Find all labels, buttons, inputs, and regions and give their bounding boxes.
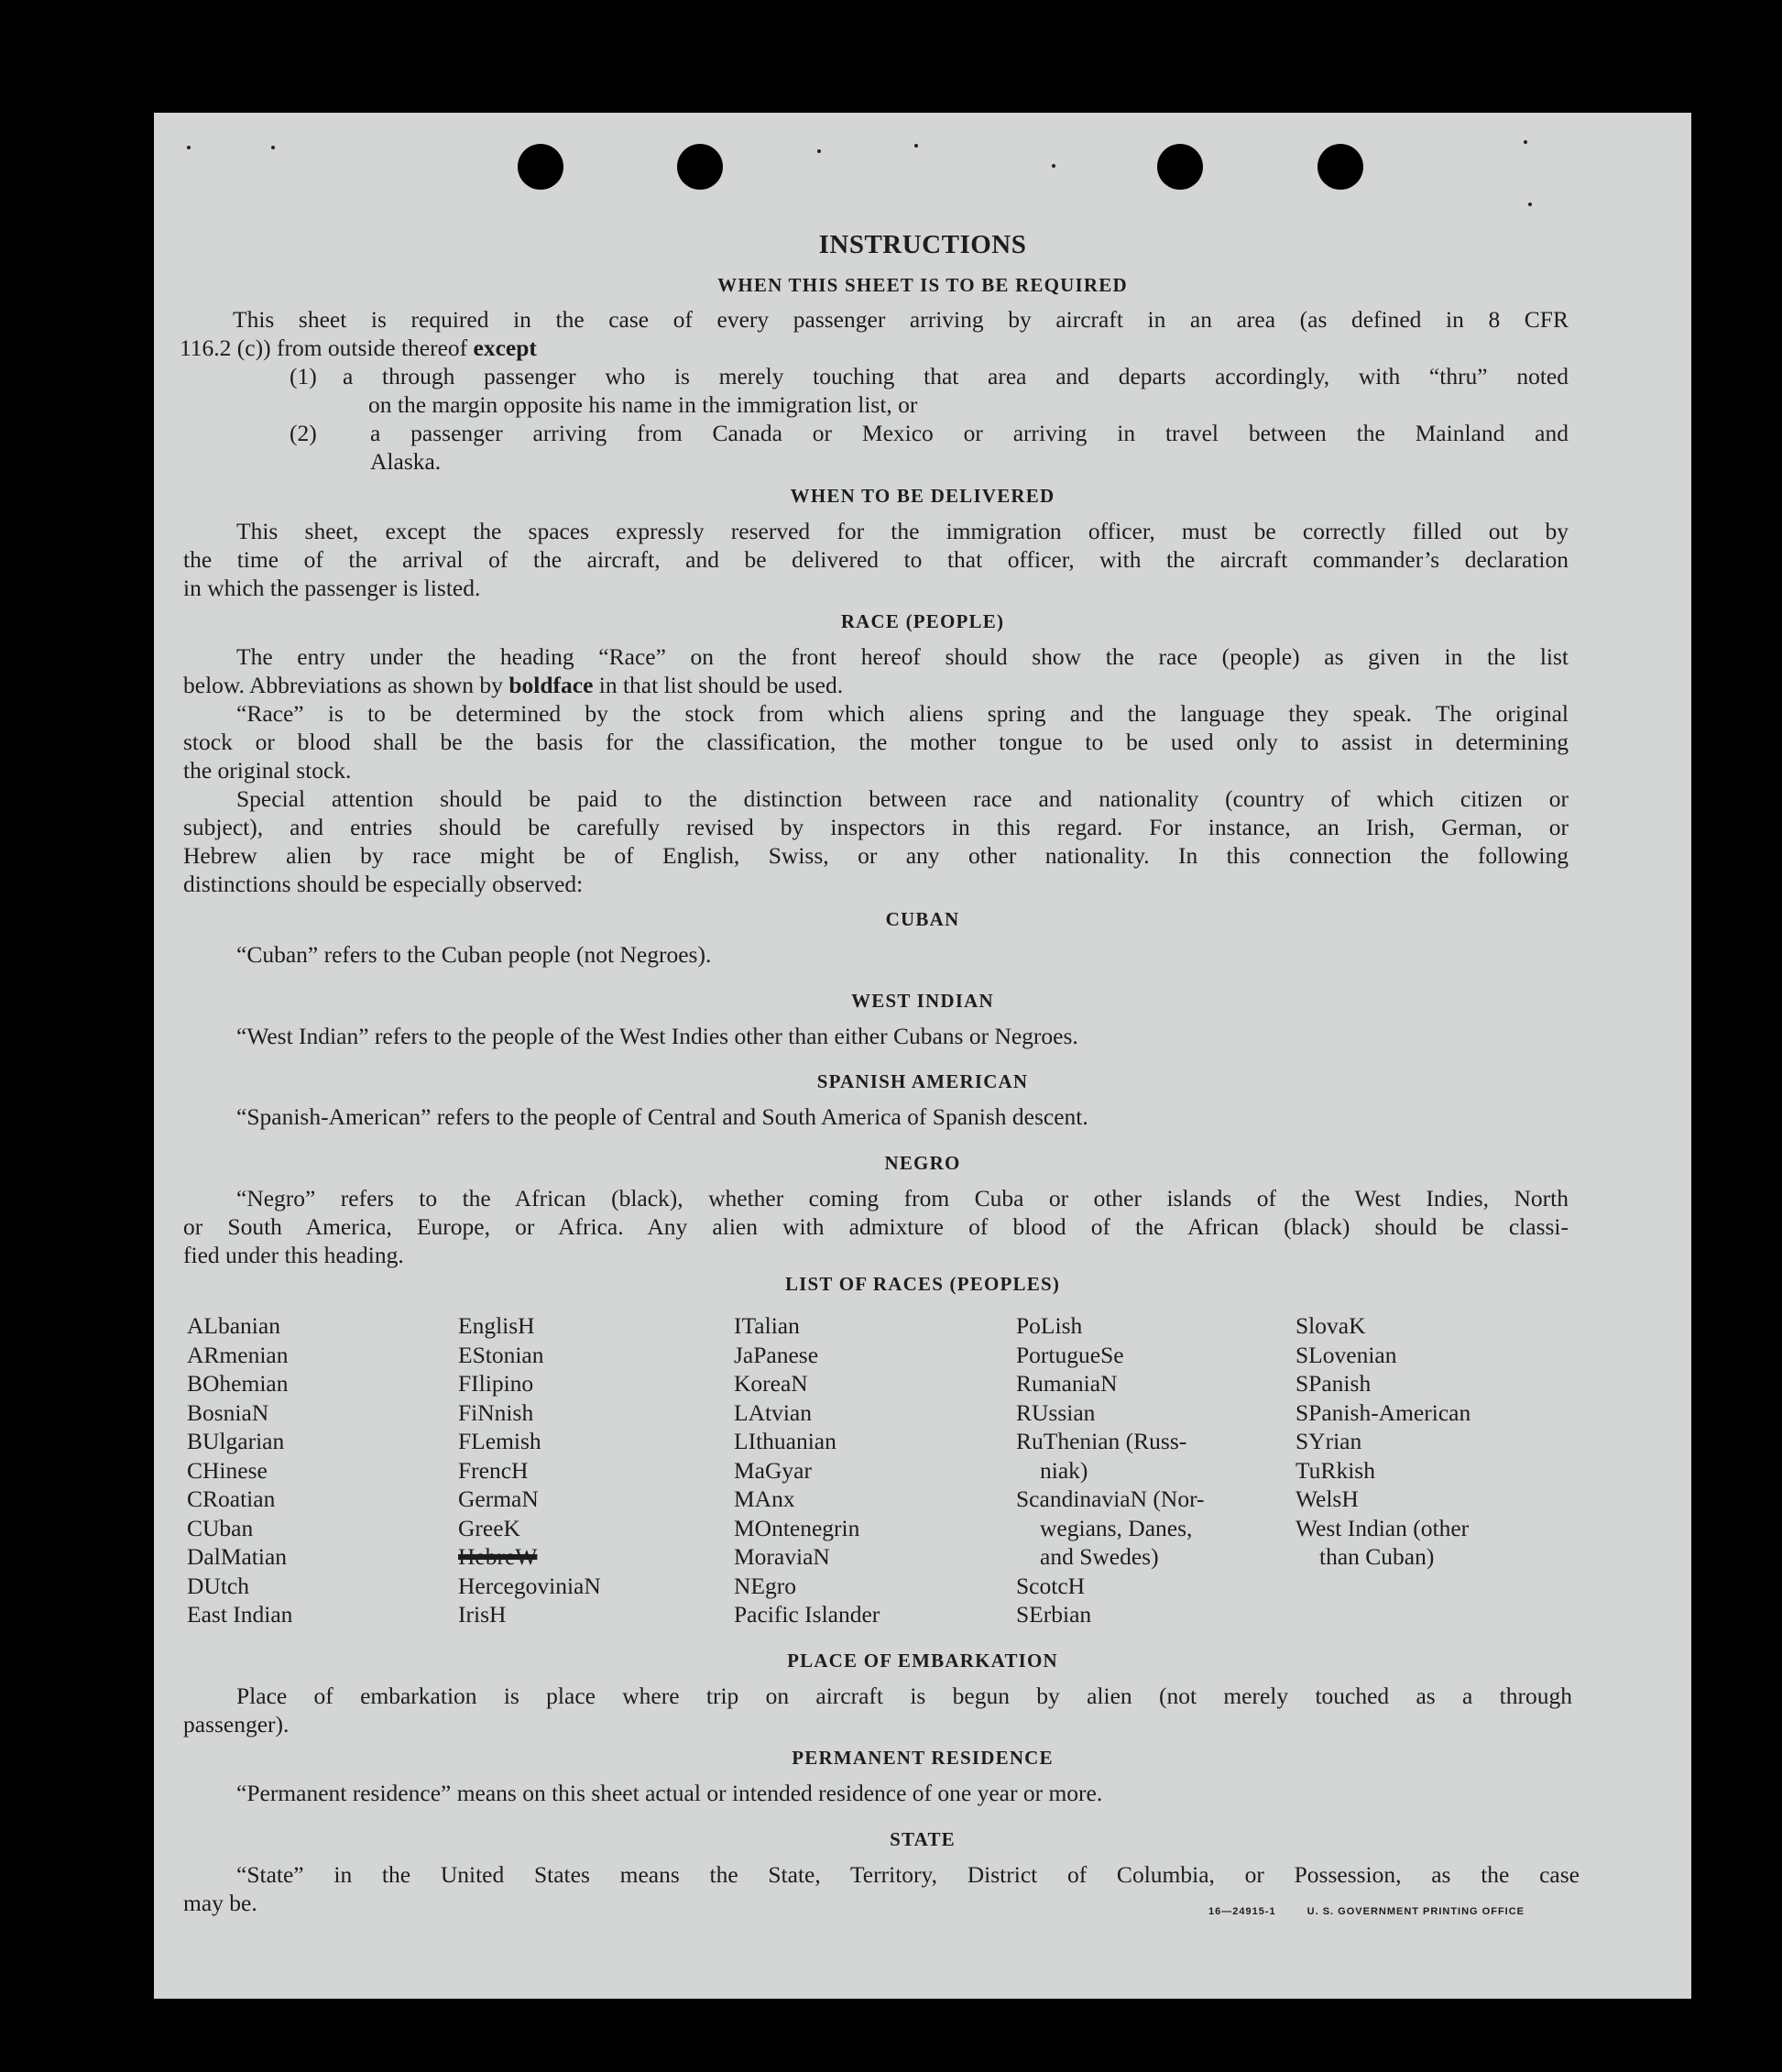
- race-item: ALbanian: [187, 1312, 280, 1339]
- race-item-struck: HebreW: [458, 1543, 538, 1570]
- text-line: passenger).: [183, 1711, 290, 1738]
- text-line: “Race” is to be determined by the stock from which aliens spring and the language they speak. The original: [236, 700, 1569, 727]
- page-title: INSTRUCTIONS: [818, 230, 1027, 259]
- race-item: BosniaN: [187, 1398, 269, 1426]
- text-line: Special attention should be paid to the distinction between race and nationality (country of which citizen or: [236, 785, 1569, 812]
- races-column-5: [1296, 1311, 1470, 1572]
- race-item: East Indian: [187, 1601, 293, 1628]
- race-item: MAnx: [734, 1485, 795, 1512]
- paragraph-race: [183, 642, 1569, 898]
- text-line: may be.: [183, 1890, 257, 1916]
- text-line: in which the passenger is listed.: [183, 575, 481, 601]
- speck: [187, 146, 191, 149]
- race-item: GreeK: [458, 1514, 520, 1541]
- text-line: “Negro” refers to the African (black), whether coming from Cuba or other islands of the West Indies, North: [236, 1185, 1569, 1211]
- race-item: SErbian: [1016, 1601, 1092, 1628]
- heading-spanish-american: SPANISH AMERICAN: [816, 1070, 1029, 1092]
- race-item: GermaN: [458, 1485, 539, 1512]
- text-line: a through passenger who is merely touching that area and departs accordingly, with “thru” noted: [343, 363, 1569, 389]
- text-fragment: in that list should be used.: [598, 672, 844, 698]
- text-line: the original stock.: [183, 757, 352, 784]
- race-item: RumaniaN: [1016, 1370, 1118, 1397]
- races-column-2: [458, 1311, 601, 1629]
- race-item: ScotcH: [1016, 1572, 1086, 1599]
- race-item: FrencH: [458, 1456, 529, 1484]
- race-item: BOhemian: [187, 1370, 289, 1397]
- race-item: DUtch: [187, 1572, 249, 1599]
- text-fragment-bold: except: [473, 334, 537, 361]
- race-item: SlovaK: [1296, 1312, 1366, 1339]
- heading-permanent-residence: PERMANENT RESIDENCE: [792, 1747, 1054, 1769]
- race-item: wegians, Danes,: [1040, 1514, 1193, 1541]
- text-fragment-bold: boldface: [508, 672, 594, 698]
- binder-hole-2: [677, 144, 723, 190]
- heading-cuban: CUBAN: [885, 908, 960, 930]
- instruction-sheet: [154, 113, 1691, 1999]
- paragraph-when-required: [180, 305, 1569, 362]
- text-line: “State” in the United States means the State, Territory, District of Columbia, or Possession, as the case: [236, 1861, 1580, 1888]
- race-item: CRoatian: [187, 1485, 276, 1512]
- list-item-2: [370, 419, 1569, 476]
- text-line: on the margin opposite his name in the immigration list, or: [368, 391, 918, 418]
- race-item: LIthuanian: [734, 1428, 836, 1454]
- speck: [1524, 140, 1527, 144]
- race-item: SYrian: [1296, 1428, 1362, 1454]
- heading-state: STATE: [890, 1828, 956, 1850]
- binder-hole-4: [1317, 144, 1363, 190]
- text-line: Alaska.: [370, 448, 442, 475]
- race-item: MOntenegrin: [734, 1514, 860, 1541]
- race-item: PoLish: [1016, 1312, 1083, 1339]
- heading-list-of-races: LIST OF RACES (PEOPLES): [784, 1273, 1061, 1295]
- race-item: FLemish: [458, 1428, 541, 1454]
- speck: [817, 149, 821, 153]
- heading-embarkation: PLACE OF EMBARKATION: [787, 1650, 1058, 1672]
- text-line: [180, 334, 1569, 362]
- race-item: NEgro: [734, 1572, 796, 1599]
- text-line: subject), and entries should be carefully revised by inspectors in this regard. For instance, an Irish, German, or: [183, 814, 1569, 840]
- text-spanish-american: “Spanish-American” refers to the people of Central and South America of Spanish descent.: [236, 1103, 1088, 1130]
- race-item: LAtvian: [734, 1398, 812, 1426]
- races-column-3: [734, 1311, 880, 1629]
- text-line: This sheet, except the spaces expressly reserved for the immigration officer, must be correctly filled out by: [236, 518, 1569, 544]
- race-item: IrisH: [458, 1601, 507, 1628]
- race-item: RuThenian (Russ-: [1016, 1428, 1187, 1454]
- list-item-1: [343, 362, 1569, 419]
- paragraph-embarkation: [183, 1682, 1572, 1738]
- race-item: HercegoviniaN: [458, 1572, 601, 1599]
- race-item: EnglisH: [458, 1312, 535, 1339]
- race-item: ARmenian: [187, 1341, 289, 1368]
- race-item: DalMatian: [187, 1543, 288, 1570]
- race-item: RUssian: [1016, 1398, 1096, 1426]
- item-number: (1): [290, 363, 317, 389]
- speck: [1052, 164, 1055, 168]
- text-line: stock or blood shall be the basis for the classification, the mother tongue to be used only to assist in determining: [183, 729, 1569, 755]
- race-item: JaPanese: [734, 1341, 819, 1368]
- race-item: SLovenian: [1296, 1341, 1397, 1368]
- text-fragment: 116.2 (c)) from outside thereof: [180, 334, 468, 361]
- race-item: TuRkish: [1296, 1456, 1375, 1484]
- heading-when-delivered: WHEN TO BE DELIVERED: [790, 485, 1055, 507]
- race-item: EStonian: [458, 1341, 544, 1368]
- text-line: Place of embarkation is place where trip on aircraft is begun by alien (not merely touched as a through: [236, 1683, 1572, 1709]
- text-line: distinctions should be especially observed:: [183, 871, 584, 897]
- text-cuban: “Cuban” refers to the Cuban people (not Negroes).: [236, 941, 712, 968]
- heading-negro: NEGRO: [884, 1152, 961, 1174]
- race-item: CUban: [187, 1514, 254, 1541]
- race-item: CHinese: [187, 1456, 268, 1484]
- form-number: 16—24915-1: [1208, 1906, 1276, 1917]
- item-number: (2): [290, 420, 317, 446]
- race-item: SPanish: [1296, 1370, 1372, 1397]
- paragraph-when-delivered: [183, 517, 1569, 602]
- text-line: a passenger arriving from Canada or Mexico or arriving in travel between the Mainland and: [370, 420, 1569, 446]
- race-item: SPanish-American: [1296, 1398, 1471, 1426]
- text-line: Hebrew alien by race might be of English, Swiss, or any other nationality. In this connection the following: [183, 842, 1569, 869]
- race-item: than Cuban): [1319, 1543, 1435, 1570]
- text-line: the time of the arrival of the aircraft, and be delivered to that officer, with the aircraft commander’s declaration: [183, 546, 1569, 573]
- speck: [914, 144, 918, 148]
- race-item: FiNnish: [458, 1398, 534, 1426]
- text-line: fied under this heading.: [183, 1242, 404, 1268]
- race-item: West Indian (other: [1296, 1514, 1470, 1541]
- text-west-indian: “West Indian” refers to the people of the West Indies other than either Cubans or Negroes.: [236, 1023, 1078, 1049]
- race-item: ScandinaviaN (Nor-: [1016, 1485, 1205, 1512]
- race-item: KoreaN: [734, 1370, 808, 1397]
- race-item: FIlipino: [458, 1370, 534, 1397]
- text-line: or South America, Europe, or Africa. Any alien with admixture of blood of the African (black) should be classi-: [183, 1213, 1569, 1240]
- text-line: [183, 671, 1569, 699]
- text-line: The entry under the heading “Race” on the front hereof should show the race (people) as given in the list: [236, 643, 1569, 670]
- text-fragment: below. Abbreviations as shown by: [183, 672, 503, 698]
- races-column-1: [187, 1311, 292, 1629]
- race-item: MoraviaN: [734, 1543, 830, 1570]
- race-item: niak): [1040, 1456, 1088, 1484]
- text-line: This sheet is required in the case of every passenger arriving by aircraft in an area (as defined in 8 CFR: [233, 306, 1569, 333]
- printer-credit: U. S. GOVERNMENT PRINTING OFFICE: [1306, 1906, 1525, 1917]
- race-item: PortugueSe: [1016, 1341, 1124, 1368]
- race-item: WelsH: [1296, 1485, 1359, 1512]
- paragraph-negro: [183, 1184, 1569, 1269]
- heading-west-indian: WEST INDIAN: [851, 990, 994, 1012]
- race-item: BUlgarian: [187, 1428, 285, 1454]
- binder-hole-1: [518, 144, 563, 190]
- race-item: Pacific Islander: [734, 1601, 880, 1628]
- speck: [271, 146, 275, 149]
- heading-race: RACE (PEOPLE): [840, 610, 1005, 632]
- binder-hole-3: [1157, 144, 1203, 190]
- heading-when-required: WHEN THIS SHEET IS TO BE REQUIRED: [717, 274, 1128, 296]
- text-permanent-residence: “Permanent residence” means on this sheet actual or intended residence of one year or more.: [236, 1780, 1103, 1806]
- race-item: MaGyar: [734, 1456, 812, 1484]
- speck: [1528, 203, 1532, 206]
- races-column-4: [1016, 1311, 1205, 1629]
- race-item: and Swedes): [1040, 1543, 1159, 1570]
- race-item: ITalian: [734, 1312, 800, 1339]
- form-footer: [1208, 1906, 1525, 1917]
